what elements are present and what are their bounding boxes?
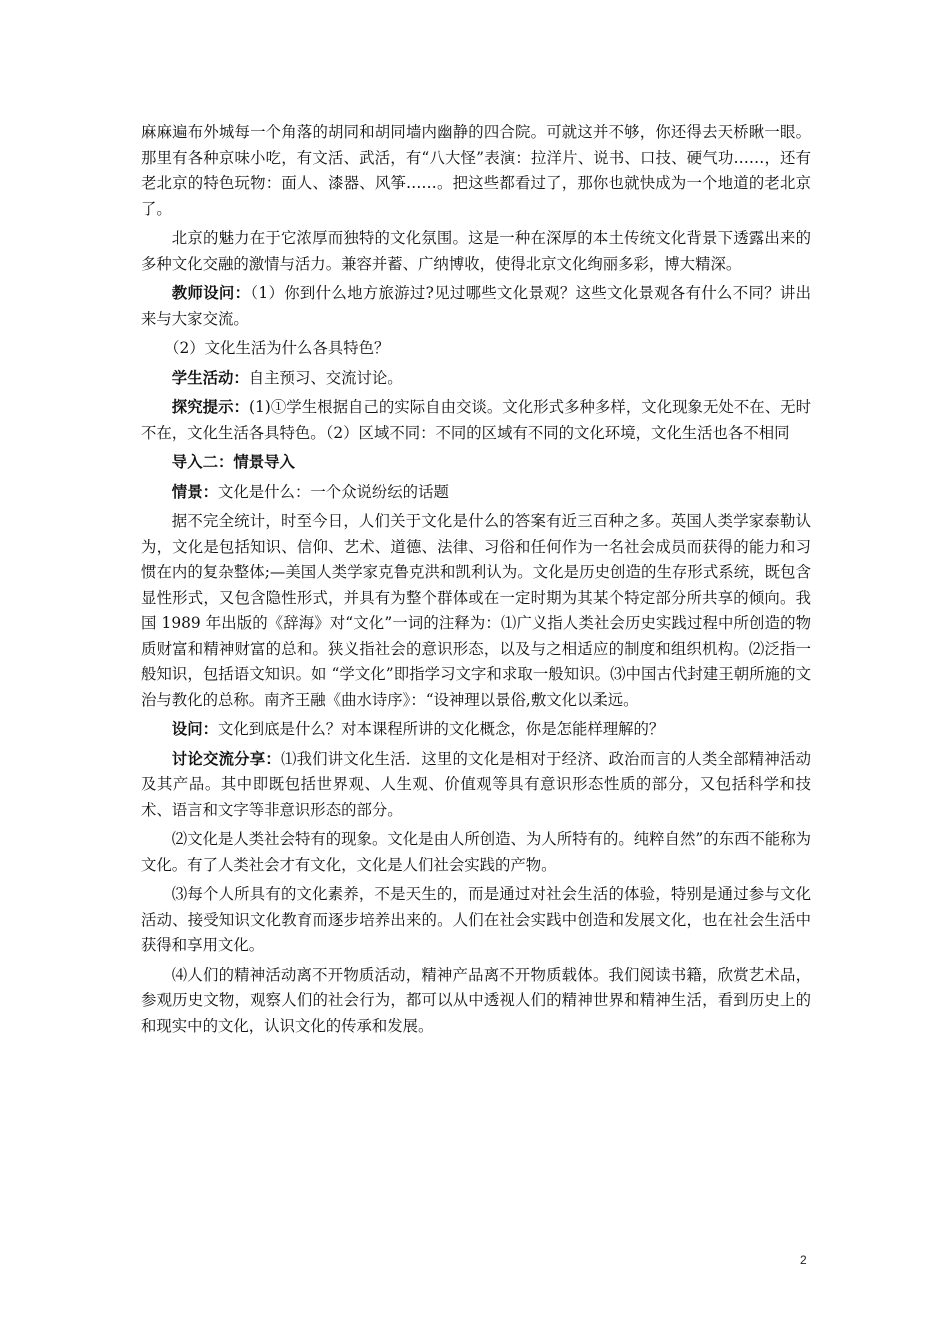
student-activity-label: 学生活动： (171, 368, 249, 387)
point-2: ⑵文化是人类社会特有的现象。文化是由人所创造、为人所特有的。纯粹自然”的东西不能称为文化。有了人类社会才有文化，文化是人们社会实践的产物。 (141, 830, 811, 874)
point-4: ⑷人们的精神活动离不开物质活动，精神产品离不开物质载体。我们阅读书籍，欣赏艺术品，参观历史文物，观察人们的社会行为，都可以从中透视人们的精神世界和精神生活，看到历史上的和现实中的文化，认识文化的传承和发展。 (141, 965, 811, 1035)
scene-text: 文化是什么：一个众说纷纭的话题 (217, 482, 449, 501)
document-body (141, 120, 811, 1043)
intro-2-heading-text: 导入二：情景导入 (171, 453, 295, 471)
page-number: 2 (800, 1253, 807, 1267)
discussion-share-text: ⑴我们讲文化生活．这里的文化是相对于经济、政治而言的人类全部精神活动及其产品。其中即既包括世界观、人生观、价值观等具有意识形态性质的部分，又包括科学和技术、语言和文字等非意识形态的部分。 (141, 749, 811, 819)
teacher-question-label: 教师设问： (171, 284, 251, 302)
point-3: ⑶每个人所具有的文化素养，不是天生的，而是通过对社会生活的体验，特别是通过参与文化活动、接受知识文化教育而逐步培养出来的。人们在社会实践中创造和发展文化，也在社会生活中获得和享用文化。 (141, 885, 811, 954)
paragraph-beijing-hutong: 麻麻遍布外城每一个角落的胡同和胡同墙内幽静的四合院。可就这并不够，你还得去天桥瞅一眼。那里有各种京味小吃，有文活、武活，有“八大怪”表演：拉洋片、说书、口技、硬气功……，还有老北京的特色玩物：面人、漆器、风筝……。把这些都看过了，那你也就快成为一个地道的老北京了。 (141, 123, 811, 218)
explore-hint (141, 395, 811, 446)
scene-label: 情景： (171, 482, 218, 501)
question-2: （2）文化生活为什么各具特色？ (164, 339, 390, 357)
ask-question-label: 设问： (171, 720, 218, 738)
teacher-question-text: （1）你到什么地方旅游过?见过哪些文化景观？这些文化景观各有什么不同？讲出来与大家交流。 (141, 284, 811, 328)
discussion-share (141, 747, 811, 824)
explore-hint-text: (1)①学生根据自己的实际自由交谈。文化形式多种多样，文化现象无处不在、无时不在，文化生活各具特色。（2）区域不同：不同的区域有不同的文化环境，文化生活也各不相同 (141, 398, 811, 442)
paragraph-beijing-charm: 北京的魅力在于它浓厚而独特的文化氛围。这是一种在深厚的本土传统文化背景下透露出来的多种文化交融的激情与活力。兼容并蓄、广纳博收，使得北京文化绚丽多彩，博大精深。 (141, 229, 811, 273)
student-activity-text: 自主预习、交流讨论。 (248, 368, 403, 387)
ask-question (141, 717, 811, 743)
explore-hint-label: 探究提示： (171, 398, 249, 416)
discussion-share-label: 讨论交流分享： (171, 749, 281, 768)
ask-question-text: 文化到底是什么？对本课程所讲的文化概念，你是怎能样理解的？ (217, 720, 665, 738)
student-activity (141, 366, 811, 392)
paragraph-culture-definitions: 据不完全统计，时至今日，人们关于文化是什么的答案有近三百种之多。英国人类学家泰勒认为，文化是包括知识、信仰、艺术、道德、法律、习俗和任何作为一名社会成员而获得的能力和习惯在内的复杂整体;—美国人类学家克鲁克洪和凯利认为。文化是历史创造的生存形式系统，既包含显性形式，又包含隐性形式，并具有为整个群体或在一定时期为其某个特定部分所共享的倾向。我国 1989 年出版的《辞海》对“文化”一词的注释为：⑴广义指人类社会历史实践过程中所创造的物质财富和精神财富的总和。狭义指社会的意识形态，以及与之相适应的制度和组织机构。⑵泛指一般知识，包括语文知识。如 “学文化”即指学习文字和求取一般知识。⑶中国古代封建王朝所施的文治与教化的总称。南齐王融《曲水诗序》：“设神理以景俗,敷文化以柔远。 (141, 512, 811, 709)
teacher-question (141, 281, 811, 332)
intro-2-heading (141, 450, 811, 476)
scene (141, 480, 811, 506)
